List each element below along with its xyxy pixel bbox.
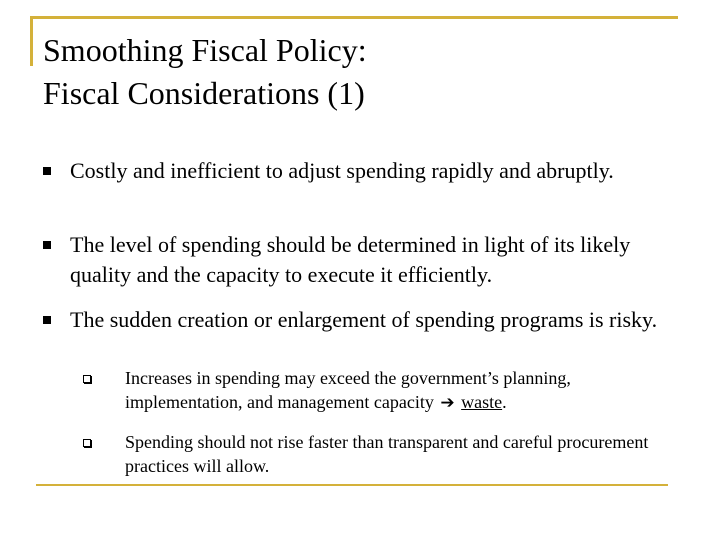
bullet-item (43, 305, 683, 335)
sub-bullet-item (83, 430, 673, 478)
bullet-item (43, 230, 683, 290)
slide-title (43, 29, 367, 115)
bullet-text: The level of spending should be determined in light of its likely quality and the capacity to execute it efficiently. (70, 232, 631, 287)
bullet-text: Costly and inefficient to adjust spending rapidly and abruptly. (70, 158, 614, 183)
top-accent-rule (30, 16, 678, 19)
sub-bullet-text (125, 366, 673, 415)
slide-title-line-2: Fiscal Considerations (1) (43, 75, 365, 111)
right-arrow-icon: ➔ (440, 393, 455, 413)
bullet-text: The sudden creation or enlargement of spending programs is risky. (70, 307, 658, 332)
sub-bullet-text-body: Increases in spending may exceed the government’s planning, implementation, and management capacity (125, 368, 571, 412)
square-bullet-icon (43, 167, 51, 175)
square-bullet-icon (43, 241, 51, 249)
square-bullet-icon (43, 316, 51, 324)
sub-bullet-text: Spending should not rise faster than transparent and careful procurement practices will allow. (125, 432, 649, 476)
hollow-square-bullet-icon (83, 375, 91, 383)
waste-emphasis: waste (461, 392, 503, 412)
hollow-square-bullet-icon (83, 439, 91, 447)
sub-bullet-trailing-period: . (502, 392, 507, 412)
bullet-item (43, 156, 683, 186)
sub-bullet-item (83, 366, 673, 415)
left-accent-rule (30, 16, 33, 66)
bottom-accent-rule (36, 484, 668, 486)
slide-title-line-1: Smoothing Fiscal Policy: (43, 32, 367, 68)
